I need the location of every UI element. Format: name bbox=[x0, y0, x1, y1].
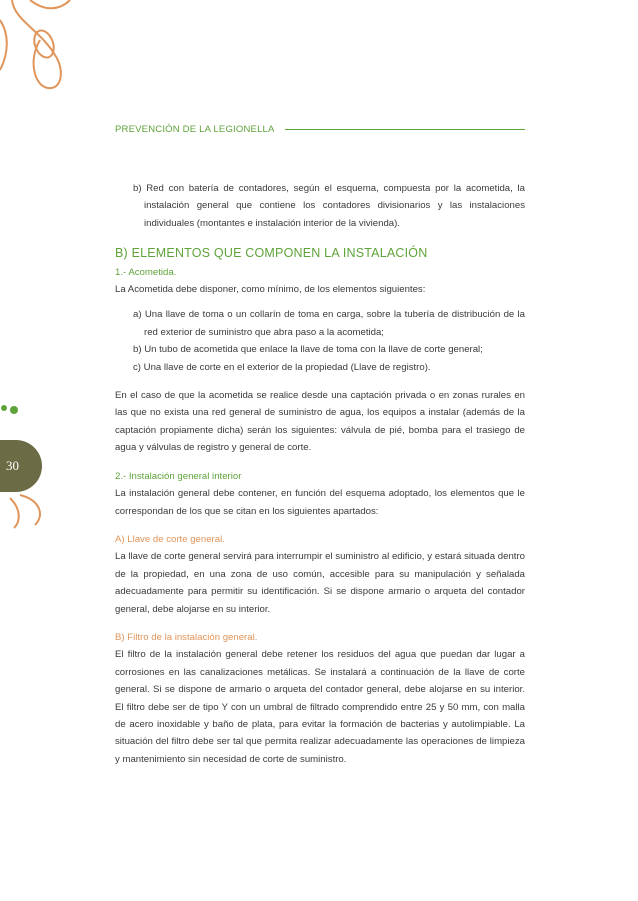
section-b-heading: B) ELEMENTOS QUE COMPONEN LA INSTALACIÓN bbox=[115, 246, 428, 261]
acometida-item-c: c) Una llave de corte en el exterior de la propiedad (Llave de registro). bbox=[133, 361, 431, 373]
page-content bbox=[115, 180, 525, 768]
header-rule bbox=[285, 129, 525, 130]
filtro-heading: B) Filtro de la instalación general. bbox=[115, 631, 258, 643]
acometida-item-b: b) Un tubo de acometida que enlace la llave de toma con la llave de corte general; bbox=[133, 344, 483, 356]
acometida-heading: 1.- Acometida. bbox=[115, 266, 177, 278]
running-header bbox=[115, 121, 525, 137]
intro-item-b: b) Red con batería de contadores, según el esquema, compuesta por la acometida, la instalación general que contiene los contadores divisionarios y las instalaciones individuales (montantes e instalación interior de la vivienda). bbox=[133, 183, 525, 229]
instalacion-intro: La instalación general debe contener, en función del esquema adoptado, los elementos que le correspondan de los que se citan en los siguientes apartados: bbox=[115, 488, 525, 517]
decorative-flourish-top bbox=[0, 0, 120, 120]
page-number: 30 bbox=[6, 458, 19, 473]
acometida-intro: La Acometida debe disponer, como mínimo, de los elementos siguientes: bbox=[115, 284, 426, 296]
llave-heading: A) Llave de corte general. bbox=[115, 533, 225, 545]
llave-text: La llave de corte general servirá para interrumpir el suministro al edificio, y estará situada dentro de la propiedad, en una zona de uso común, accesible para su manipulación y señalada adecuadamente para permitir su identificación. Si se dispone armario o arqueta del contador general, debe alojarse en su interior. bbox=[115, 551, 525, 615]
filtro-text: El filtro de la instalación general debe retener los residuos del agua que puedan dar lugar a corrosiones en las canalizaciones metálicas. Se instalará a continuación de la llave de corte general. Si se dispone de armario o arqueta del contador general, debe alojarse en su interior. El filtro debe ser de tipo Y con un umbral de filtrado comprendido entre 25 y 50 mm, con malla de acero inoxidable y baño de plata, para evitar la formación de bacterias y autolimpiable. La situación del filtro debe ser tal que permita realizar adecuadamente las operaciones de limpieza y mantenimiento sin necesidad de corte de suministro. bbox=[115, 649, 525, 765]
acometida-item-a: a) Una llave de toma o un collarín de toma en carga, sobre la tubería de distribución de la red exterior de suministro que abra paso a la acometida; bbox=[133, 309, 525, 338]
header-title: PREVENCIÓN DE LA LEGIONELLA bbox=[115, 123, 275, 135]
acometida-paragraph: En el caso de que la acometida se realice desde una captación privada o en zonas rurales en las que no exista una red general de suministro de agua, los equipos a instalar (además de la captación propiamente dicha) serán los siguientes: válvula de pié, bomba para el trasiego de agua y válvulas de registro y general de corte. bbox=[115, 390, 525, 454]
instalacion-heading: 2.- Instalación general interior bbox=[115, 470, 242, 482]
